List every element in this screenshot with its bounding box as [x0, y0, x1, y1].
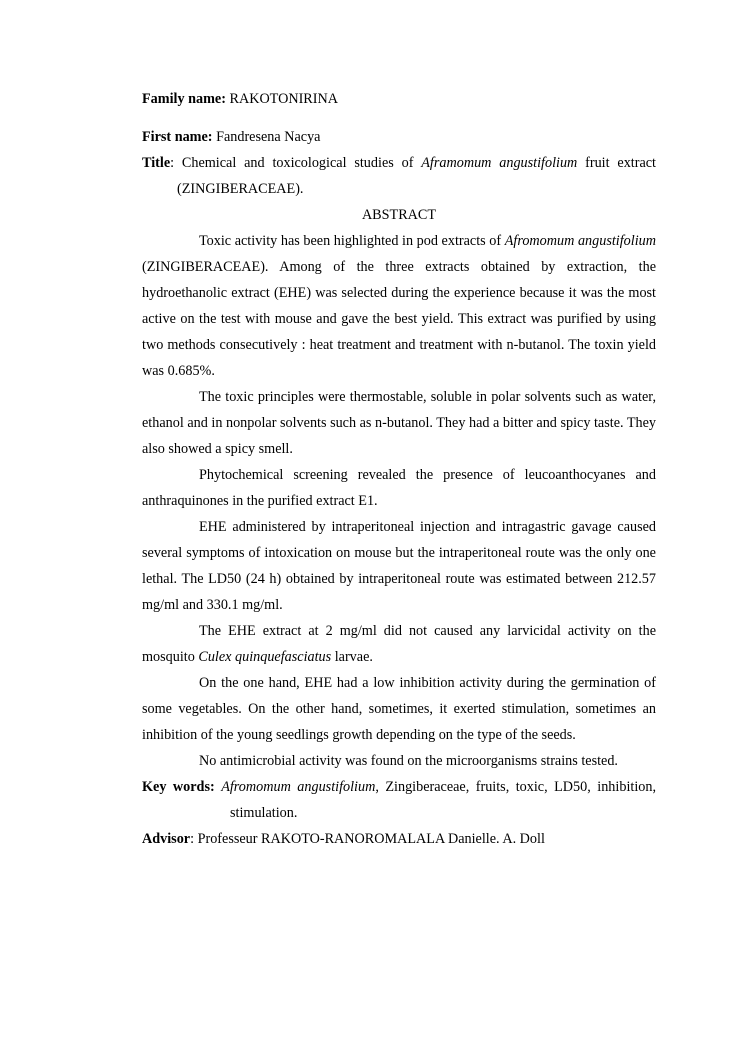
first-name-label: First name:: [142, 129, 213, 145]
first-name-value: Fandresena Nacya: [212, 129, 321, 145]
family-name-label: Family name:: [142, 91, 226, 107]
abstract-paragraph-1: [142, 228, 656, 384]
abstract-paragraph-3: Phytochemical screening revealed the presence of leucoanthocyanes and anthraquinones in the purified extract E1.: [142, 467, 656, 509]
p1-text-pre: Toxic activity has been highlighted in pod extracts of: [199, 233, 505, 249]
p1-species: Afromomum angustifolium: [504, 233, 656, 249]
abstract-paragraph-6: On the one hand, EHE had a low inhibition activity during the germination of some vegetables. On the other hand, sometimes, it exerted stimulation, sometimes an inhibition of the young seedlings growth depending on the type of the seeds.: [142, 675, 656, 743]
advisor-value: : Professeur RAKOTO-RANOROMALALA Danielle. A. Doll: [190, 831, 545, 847]
abstract-paragraph-7: No antimicrobial activity was found on the microorganisms strains tested.: [199, 753, 618, 769]
abstract-paragraph-4: EHE administered by intraperitoneal injection and intragastric gavage caused several symptoms of intoxication on mouse but the intraperitoneal route was the only one lethal. The LD50 (24 h) obtained by intraperitoneal route was estimated between 212.57 mg/ml and 330.1 mg/ml.: [142, 519, 656, 613]
keywords-rest: , Zingiberaceae, fruits, toxic, LD50, inhibition, stimulation.: [230, 779, 656, 821]
title-line: [142, 150, 656, 202]
title-species: Aframomum angustifolium: [421, 155, 578, 171]
title-text-pre: : Chemical and toxicological studies of: [170, 155, 422, 171]
first-name-line: [142, 124, 656, 150]
title-text-post: fruit extract (ZINGIBERACEAE).: [177, 155, 656, 197]
p5-text-post: larvae.: [331, 649, 373, 665]
abstract-page: [142, 86, 656, 852]
keywords-label: Key words:: [142, 779, 215, 795]
abstract-heading: ABSTRACT: [361, 207, 437, 223]
family-name-line: [142, 86, 656, 112]
p5-species: Culex quinquefasciatus: [198, 649, 332, 665]
keywords-species: Afromomum angustifolium: [221, 779, 376, 795]
advisor-label: Advisor: [142, 831, 191, 847]
p5-text-pre: The EHE extract at 2 mg/ml did not caused any larvicidal activity on the mosquito: [142, 623, 656, 665]
abstract-paragraph-2: The toxic principles were thermostable, soluble in polar solvents such as water, ethanol and in nonpolar solvents such as n-butanol. They had a bitter and spicy taste. They also showed a spicy smell.: [142, 389, 656, 457]
title-label: Title: [142, 155, 171, 171]
keywords-line: [142, 774, 656, 826]
advisor-line: [142, 826, 656, 852]
family-name-value: RAKOTONIRINA: [225, 91, 338, 107]
abstract-paragraph-5: [142, 618, 656, 670]
p1-text-post: (ZINGIBERACEAE). Among of the three extracts obtained by extraction, the hydroethanolic extract (EHE) was selected during the experience because it was the most active on the test with mouse and gave the best yield. This extract was purified by using two methods consecutively : heat treatment and treatment with n-butanol. The toxin yield was 0.685%.: [142, 259, 656, 379]
